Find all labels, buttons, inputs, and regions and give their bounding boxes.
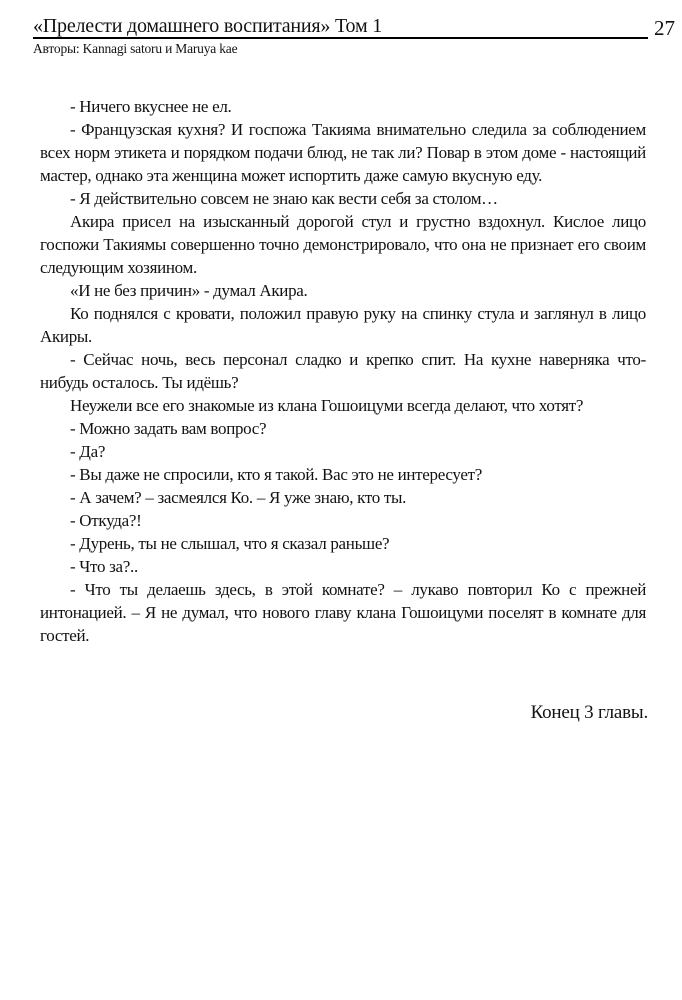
paragraph: - Вы даже не спросили, кто я такой. Вас это не интересует?	[70, 465, 483, 484]
page-number: 27	[654, 16, 675, 40]
header-divider	[33, 37, 648, 39]
paragraph: - Что за?..	[70, 557, 138, 576]
paragraph: - Что ты делаешь здесь, в этой комнате? – лукаво повторил Ко с прежней интонацией. – Я не думал, что нового главу клана Гошоицуми поселят в комнате для гостей.	[40, 580, 646, 645]
chapter-end-label: Конец 3 главы.	[530, 702, 648, 723]
paragraph: - Дурень, ты не слышал, что я сказал раньше?	[70, 534, 390, 553]
paragraph: «И не без причин» - думал Акира.	[70, 281, 308, 300]
paragraph: - Откуда?!	[70, 511, 142, 530]
paragraph: Неужели все его знакомые из клана Гошоицуми всегда делают, что хотят?	[70, 396, 584, 415]
paragraph: Ко поднялся с кровати, положил правую руку на спинку стула и заглянул в лицо Акиры.	[40, 304, 646, 346]
page-title: «Прелести домашнего воспитания» Том 1	[33, 15, 383, 37]
paragraph: - Можно задать вам вопрос?	[70, 419, 267, 438]
paragraph: - А зачем? – засмеялся Ко. – Я уже знаю, кто ты.	[70, 488, 407, 507]
paragraph: - Французская кухня? И госпожа Такияма внимательно следила за соблюдением всех норм этикета и порядком подачи блюд, не так ли? Повар в этом доме - настоящий мастер, однако эта женщина может испортить даже самую вкусную еду.	[40, 120, 646, 185]
paragraph: - Сейчас ночь, весь персонал сладко и крепко спит. На кухне наверняка что-нибудь осталось. Ты идёшь?	[40, 350, 646, 392]
paragraph: - Ничего вкуснее не ел.	[70, 97, 232, 116]
authors-line: Авторы: Kannagi satoru и Maruya kae	[33, 41, 238, 56]
paragraph: - Я действительно совсем не знаю как вести себя за столом…	[70, 189, 498, 208]
paragraph: - Да?	[70, 442, 106, 461]
paragraph: Акира присел на изысканный дорогой стул и грустно вздохнул. Кислое лицо госпожи Такиямы совершенно точно демонстрировало, что она не признает его своим следующим хозяином.	[40, 212, 646, 277]
body-text	[40, 95, 646, 647]
